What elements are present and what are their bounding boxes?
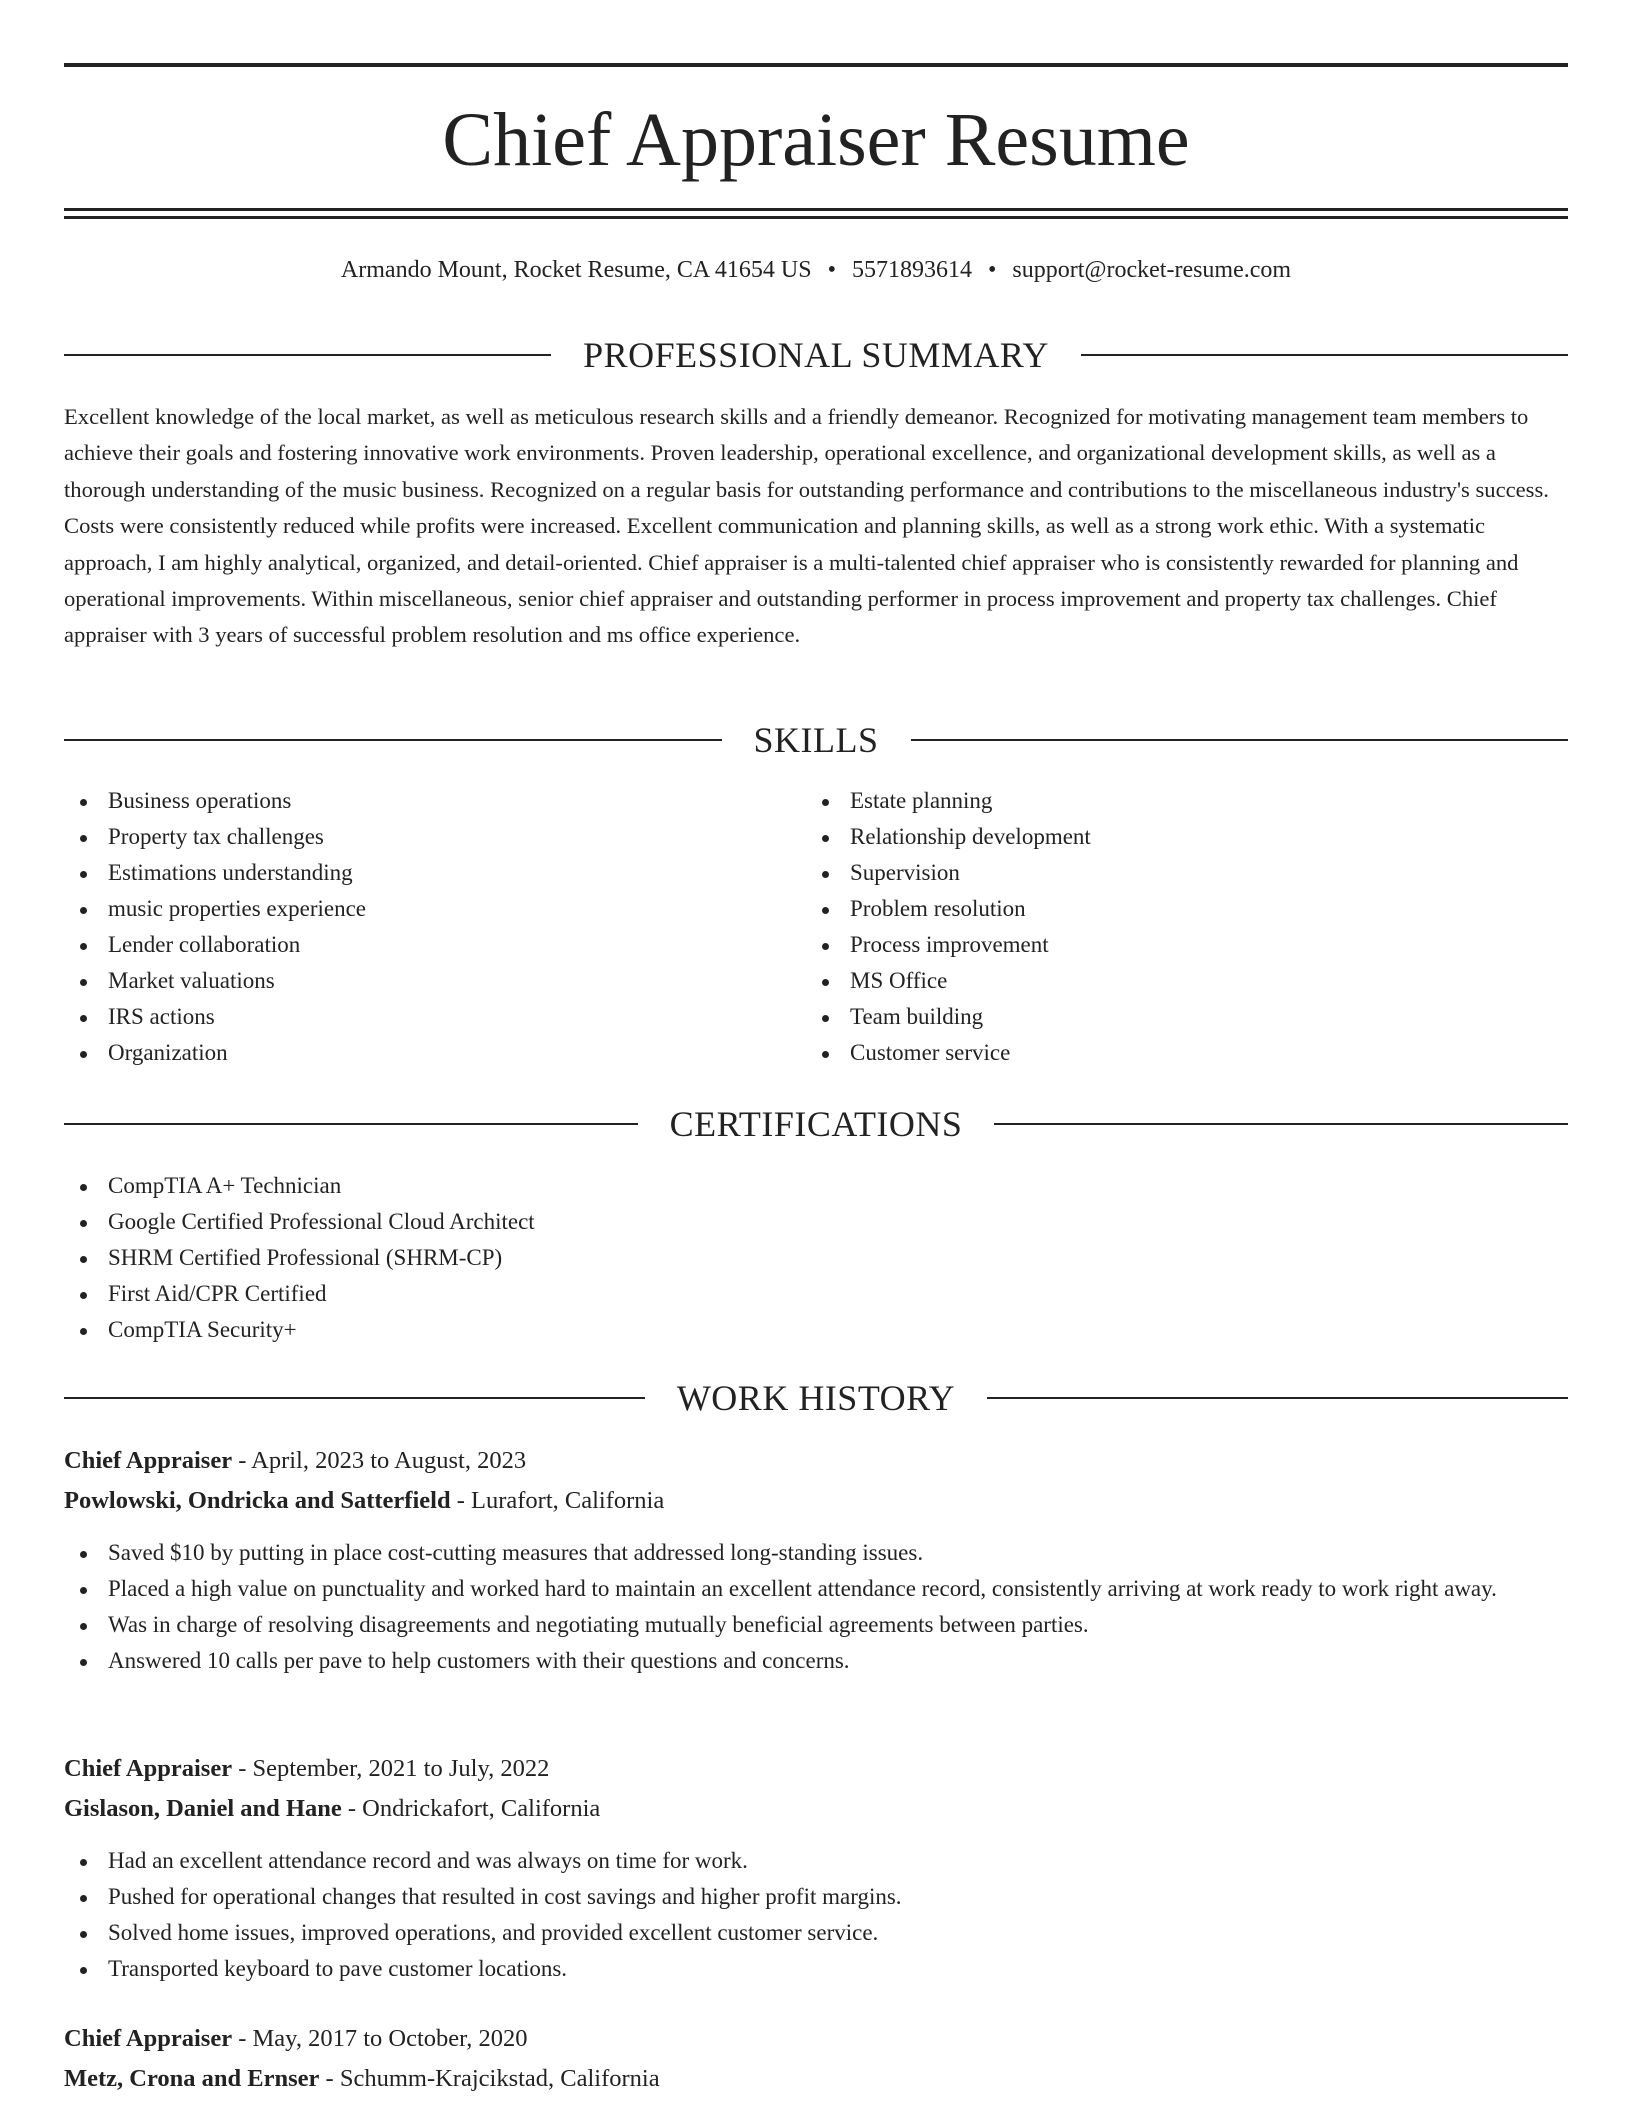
section-title: CERTIFICATIONS (669, 1104, 963, 1144)
section-header-work-history (64, 1378, 1568, 1418)
header-top-rule (64, 63, 1568, 67)
separator-dot: • (987, 257, 997, 283)
job-company-line (64, 2059, 1568, 2099)
job-location: - Ondrickafort, California (341, 1795, 601, 1822)
section-divider (911, 739, 1569, 741)
section-header-skills (64, 720, 1568, 760)
job-company-line (64, 1481, 1568, 1521)
job-company: Gislason, Daniel and Hane (64, 1795, 342, 1822)
skill-item: Property tax challenges (64, 819, 764, 855)
section-header-certifications (64, 1104, 1568, 1144)
job-dates: - September, 2021 to July, 2022 (232, 1755, 550, 1782)
section-divider (64, 739, 722, 741)
job-company: Metz, Crona and Ernser (64, 2065, 320, 2092)
skill-item: Lender collaboration (64, 927, 764, 963)
skill-item: Problem resolution (806, 891, 1506, 927)
job-bullet-item: Placed a high value on punctuality and worked hard to maintain an excellent attendance record, consistently arriving at work ready to work right away. (64, 1571, 1568, 1607)
job-bullet-item: Was in charge of resolving disagreements and negotiating mutually beneficial agreements between parties. (64, 1607, 1568, 1643)
job-bullet-item: Answered 10 calls per pave to help customers with their questions and concerns. (64, 1643, 1568, 1679)
skill-item: IRS actions (64, 999, 764, 1035)
job-title: Chief Appraiser (64, 1447, 233, 1474)
job-title-line (64, 1749, 1568, 1789)
section-divider (64, 1397, 645, 1399)
section-title: WORK HISTORY (676, 1378, 956, 1418)
contact-phone: 5571893614 (851, 257, 972, 283)
skill-item: Relationship development (806, 819, 1506, 855)
skill-item: Market valuations (64, 963, 764, 999)
job-dates: - April, 2023 to August, 2023 (232, 1447, 527, 1474)
certification-item: CompTIA A+ Technician (64, 1168, 1064, 1204)
skill-item: MS Office (806, 963, 1506, 999)
job-title-line (64, 2019, 1568, 2059)
job-bullet-item: Saved $10 by putting in place cost-cutting measures that addressed long-standing issues. (64, 1535, 1568, 1571)
section-divider (987, 1397, 1568, 1399)
job-bullet-item: Transported keyboard to pave customer locations. (64, 1951, 1568, 1987)
job-location: - Schumm-Krajcikstad, California (319, 2065, 660, 2092)
section-title: PROFESSIONAL SUMMARY (583, 335, 1049, 375)
skill-item: Business operations (64, 783, 764, 819)
skill-item: Team building (806, 999, 1506, 1035)
job-bullets (64, 1843, 1568, 1987)
page-title: Chief Appraiser Resume (442, 98, 1190, 182)
job-bullets (64, 1535, 1568, 1679)
header-rule-upper (64, 208, 1568, 211)
header-rule-lower (64, 216, 1568, 219)
skill-item: Supervision (806, 855, 1506, 891)
skill-item: Estate planning (806, 783, 1506, 819)
separator-dot: • (827, 257, 836, 283)
job-dates: - May, 2017 to October, 2020 (232, 2025, 528, 2052)
summary-paragraph: Excellent knowledge of the local market, as well as meticulous research skills and a friendly demeanor. Recognized for motivating management team members to achieve their goals and fostering innovative work environments. Proven leadership, operational excellence, and organizational development skills, as well as a thorough understanding of the music business. Recognized on a regular basis for outstanding performance and contributions to the miscellaneous industry's success. Costs were consistently reduced while profits were increased. Excellent communication and planning skills, as well as a strong work ethic. With a systematic approach, I am highly analytical, organized, and detail-oriented. Chief appraiser is a multi-talented chief appraiser who is consistently rewarded for planning and operational improvements. Within miscellaneous, senior chief appraiser and outstanding performer in process improvement and property tax challenges. Chief appraiser with 3 years of successful problem resolution and ms office experience. (64, 404, 1549, 648)
job-title: Chief Appraiser (64, 2025, 233, 2052)
skill-item: Organization (64, 1035, 764, 1071)
section-divider (994, 1123, 1568, 1125)
certification-item: Google Certified Professional Cloud Architect (64, 1204, 1064, 1240)
skills-list-left (64, 783, 764, 1071)
certification-item: CompTIA Security+ (64, 1312, 1064, 1348)
job-title: Chief Appraiser (64, 1755, 233, 1782)
section-title: SKILLS (753, 720, 879, 760)
job-bullet-item: Had an excellent attendance record and was always on time for work. (64, 1843, 1568, 1879)
contact-address: Armando Mount, Rocket Resume, CA 41654 US (340, 257, 812, 283)
section-divider (64, 1123, 638, 1125)
job-title-line (64, 1441, 1568, 1481)
skill-item: Customer service (806, 1035, 1506, 1071)
section-divider (1081, 354, 1568, 356)
section-divider (64, 354, 551, 356)
job-company: Powlowski, Ondricka and Satterfield (64, 1487, 451, 1514)
job-bullet-item: Solved home issues, improved operations, and provided excellent customer service. (64, 1915, 1568, 1951)
certifications-list (64, 1168, 1064, 1348)
job-company-line (64, 1789, 1568, 1829)
skill-item: Process improvement (806, 927, 1506, 963)
contact-email: support@rocket-resume.com (1012, 257, 1292, 283)
section-header-summary (64, 335, 1568, 375)
certification-item: SHRM Certified Professional (SHRM-CP) (64, 1240, 1064, 1276)
skill-item: music properties experience (64, 891, 764, 927)
job-location: - Lurafort, California (450, 1487, 665, 1514)
skills-list-right (806, 783, 1506, 1071)
certification-item: First Aid/CPR Certified (64, 1276, 1064, 1312)
skill-item: Estimations understanding (64, 855, 764, 891)
contact-line (64, 254, 1568, 286)
job-bullet-item: Pushed for operational changes that resulted in cost savings and higher profit margins. (64, 1879, 1568, 1915)
